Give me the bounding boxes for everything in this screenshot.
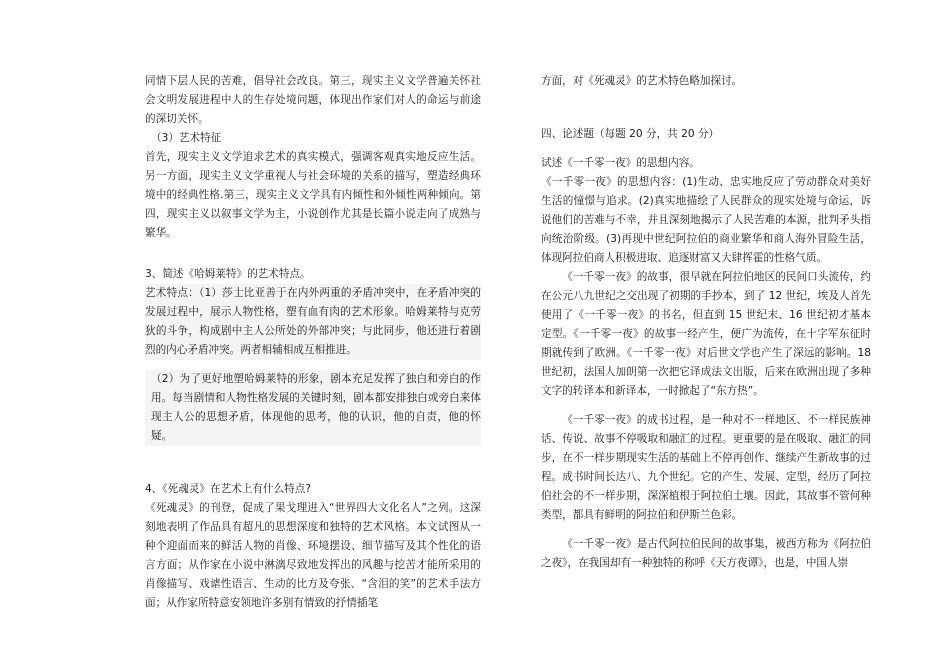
question-4-title: 4、《死魂灵》在艺术上有什么特点? (145, 483, 311, 495)
realism-para-1: 同情下层人民的苦难，倡导社会改良。第三，现实主义文学普遍关怀社会文明发展进程中人的生存处境问题，体现出作家们对人的命运与前途的深切关怀。 (145, 75, 481, 125)
essay-answer-1: 《一千零一夜》的思想内容：(1)生动、忠实地反应了劳动群众对美好生活的憧憬与追求。(2)真实地描绘了人民群众的现实处境与命运，诉说他们的苦难与不幸，并且深刻地揭示了人民苦难的本源，批判矛头指向统治阶级。(3)再现中世纪阿拉伯的商业繁华和商人海外冒险生活，体现阿拉伯商人积极进取、追逐财富又大肆挥霍的性格气质。 (541, 176, 871, 264)
question-3-answer-2: （2）为了更好地塑哈姆莱特的形象，剧本充足发挥了独白和旁白的作用。每当剧情和人物性格发展的关键时刻，剧本都安排独白或旁白来体现主人公的思想矛盾，体现他的思考，他的认识，他的自责，他的怀疑。 (145, 370, 481, 446)
question-3-title: 3、简述《哈姆莱特》的艺术特点。 (145, 268, 311, 280)
section-4-heading: 四、论述题（每题 20 分，共 20 分） (541, 128, 720, 140)
essay-answer-3: 《一千零一夜》的成书过程，是一种对不一样地区、不一样民族神话、传说、故事不停吸取和融汇的过程。更重要的是在吸取、融汇的同步，在不一样步期现实生活的基础上不停再创作、继续产生新故事的过程。成书时间长达八、九个世纪。它的产生、发展、定型，经历了阿拉伯社会的不一样步期，深深植根于阿拉伯土壤。因此，其故事不管何种类型，都具有鲜明的阿拉伯和伊斯兰色彩。 (541, 414, 871, 521)
realism-para-2: 首先，现实主义文学追求艺术的真实模式，强调客观真实地反应生活。另一方面，现实主义文学重视人与社会环境的关系的描写，塑造经典环境中的经典性格.第三，现实主义文学具有内倾性和外倾性两种倾向。第四，现实主义以叙事文学为主，小说创作尤其是长篇小说走向了成熟与繁华。 (145, 151, 481, 239)
question-4-answer-continued: 方面，对《死魂灵》的艺术特色略加探讨。 (541, 75, 743, 87)
realism-subheading: （3）艺术特征 (151, 132, 222, 144)
essay-answer-4: 《一千零一夜》是古代阿拉伯民间的故事集，被西方称为《阿拉伯之夜》，在我国却有一种独特的称呼《天方夜谭》，也是，中国人崇 (541, 538, 871, 569)
right-column (541, 72, 871, 573)
essay-answer-2: 《一千零一夜》的故事，很早就在阿拉伯地区的民间口头流传，约在公元八九世纪之交出现了初期的手抄本，到了 12 世纪，埃及人首先使用了《一千零一夜》的书名，但直到 15 世纪末、16 世纪初才基本定型。《一千零一夜》的故事一经产生，便广为流传，在十字军东征时期就传到了欧洲。《一千零一夜》对后世文学也产生了深远的影响。18 世纪初，法国人加朗第一次把它译成法文出版，后来在欧洲出现了多种文字的转译本和新译本，一时掀起了“东方热”。 (541, 271, 871, 397)
essay-question-title: 试述《一千零一夜》的思想内容。 (541, 157, 700, 169)
question-3-answer-1: 艺术特点：（1）莎士比亚善于在内外两重的矛盾冲突中，在矛盾冲突的发展过程中，展示人物性格，塑有血有肉的艺术形象。哈姆莱特与克劳狄的斗争，构成剧中主人公所处的外部冲突；与此同步，他还进行着剧烈的内心矛盾冲突。两者相辅相成互相推进。 (145, 284, 481, 360)
left-column (145, 72, 481, 613)
question-4-answer: 《死魂灵》的刊登，促成了果戈理进入“世界四大文化名人”之列。这深刻地表明了作品具有超凡的思想深度和独特的艺术风格。本文试图从一种个迎面而来的鲜活人物的肖像、环境摆设、细节描写及其个性化的语言方面；从作家在小说中淋漓尽致地发挥出的风趣与挖苦才能所采用的肖像描写、戏谑性语言、生动的比方及夸张、“含泪的笑”的艺术手法方面；从作家所特意安领地许多别有情致的抒情插笔 (145, 502, 481, 609)
